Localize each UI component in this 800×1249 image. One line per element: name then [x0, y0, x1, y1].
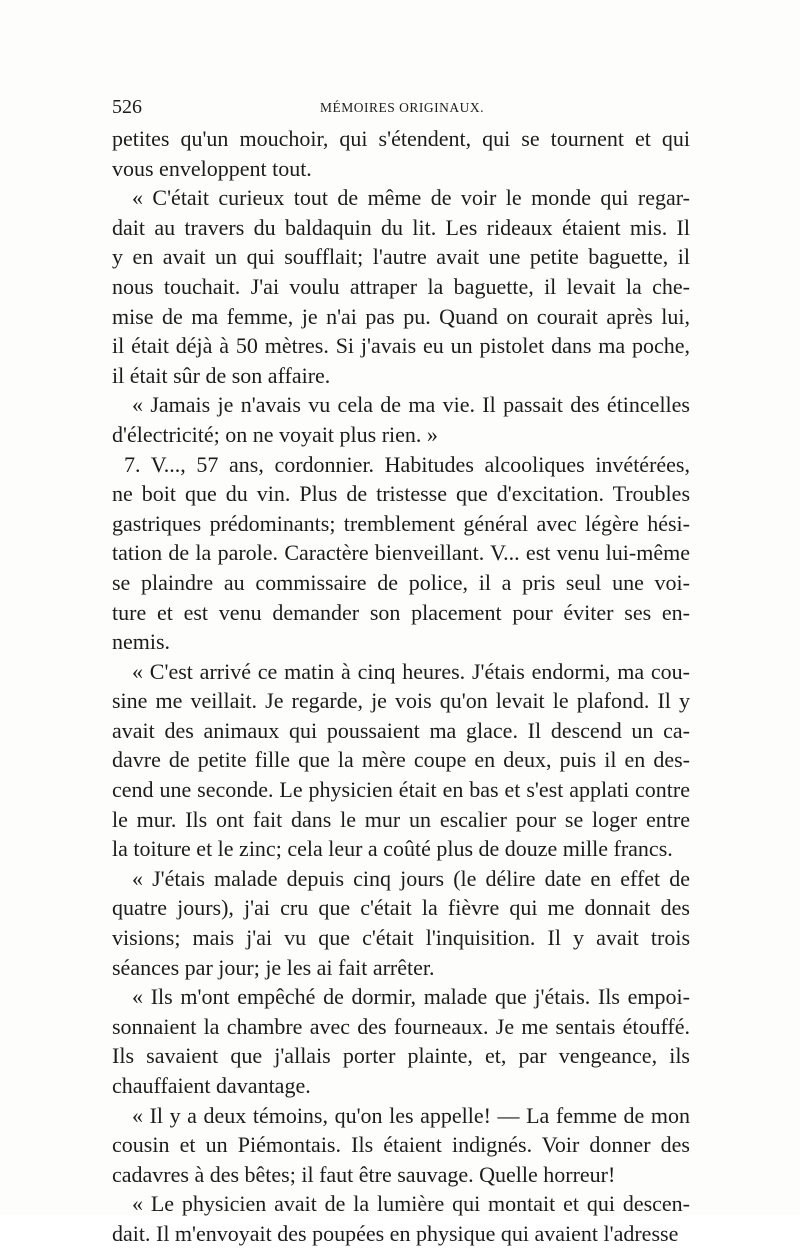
paragraph: [112, 982, 690, 1100]
text-line: la toiture et le zinc; cela leur a coûté plus de douze mille francs.: [112, 836, 673, 862]
text-line: « Le physicien avait de la lumière qui montait et qui descen-: [132, 1191, 690, 1217]
text-line: « C'était curieux tout de même de voir le monde qui regar-: [132, 185, 690, 211]
text-line: séances par jour; je les ai fait arrêter.: [112, 954, 435, 980]
text-line: Ils savaient que j'allais porter plainte, et, par vengeance, ils: [112, 1043, 690, 1069]
text-line: nous touchait. J'ai voulu attraper la baguette, il levait la che-: [112, 273, 690, 299]
text-line: d'électricité; on ne voyait plus rien. »: [112, 421, 438, 447]
paragraph: [112, 864, 690, 982]
text-line: « Jamais je n'avais vu cela de ma vie. Il passait des étincelles: [132, 392, 690, 418]
text-line: mise de ma femme, je n'ai pas pu. Quand on courait après lui,: [112, 303, 690, 329]
text-line: cadavres à des bêtes; il faut être sauvage. Quelle horreur!: [112, 1161, 616, 1187]
text-line: dait. Il m'envoyait des poupées en physique qui avaient l'adresse: [112, 1220, 679, 1246]
paragraph: [112, 657, 690, 864]
text-line: se plaindre au commissaire de police, il a pris seul une voi-: [112, 569, 690, 595]
text-line: vous enveloppent tout.: [112, 155, 312, 181]
paragraph: [112, 183, 690, 390]
text-line: le mur. Ils ont fait dans le mur un escalier pour se loger entre: [112, 806, 690, 832]
text-line: sine me veillait. Je regarde, je vois qu'on levait le plafond. Il y: [112, 688, 690, 714]
text-line: « J'étais malade depuis cinq jours (le délire date en effet de: [132, 865, 690, 891]
text-line: ne boit que du vin. Plus de tristesse que d'excitation. Troubles: [112, 481, 690, 507]
text-line: cousin et un Piémontais. Ils étaient indignés. Voir donner des: [112, 1132, 690, 1158]
text-line: gastriques prédominants; tremblement général avec légère hési-: [112, 510, 690, 536]
paragraph: [112, 124, 690, 183]
text-line: visions; mais j'ai vu que c'était l'inquisition. Il y avait trois: [112, 925, 690, 951]
text-line: « Il y a deux témoins, qu'on les appelle! — La femme de mon: [132, 1102, 690, 1128]
text-line: avait des animaux qui poussaient ma glace. Il descend un ca-: [112, 717, 690, 743]
text-line: « C'est arrivé ce matin à cinq heures. J'étais endormi, ma cou-: [132, 658, 690, 684]
text-line: quatre jours), j'ai cru que c'était la fièvre qui me donnait des: [112, 895, 690, 921]
text-line: il était déjà à 50 mètres. Si j'avais eu un pistolet dans ma poche,: [112, 333, 690, 359]
paragraph: [112, 1101, 690, 1190]
text-line: dait au travers du baldaquin du lit. Les rideaux étaient mis. Il: [112, 214, 690, 240]
paragraph: [112, 1189, 690, 1248]
text-line: tation de la parole. Caractère bienveillant. V... est venu lui-même: [112, 540, 690, 566]
paragraph: [112, 450, 690, 657]
paragraph: [112, 390, 690, 449]
text-line: « Ils m'ont empêché de dormir, malade que j'étais. Ils empoi-: [132, 984, 690, 1010]
text-line: nemis.: [112, 629, 171, 655]
text-line: cend une seconde. Le physicien était en bas et s'est applati contre: [112, 777, 690, 803]
text-line: davre de petite fille que la mère coupe en deux, puis il en des-: [112, 747, 690, 773]
body-text: [112, 124, 690, 1249]
running-title: MÉMOIRES ORIGINAUX.: [320, 100, 484, 115]
text-line: sonnaient la chambre avec des fourneaux. Je me sentais étouffé.: [112, 1013, 690, 1039]
text-line: 7. V..., 57 ans, cordonnier. Habitudes alcooliques invétérées,: [124, 451, 690, 477]
text-line: il était sûr de son affaire.: [112, 362, 331, 388]
text-line: ture et est venu demander son placement pour éviter ses en-: [112, 599, 690, 625]
page-number: 526: [112, 96, 142, 118]
text-line: petites qu'un mouchoir, qui s'étendent, qui se tournent et qui: [112, 126, 690, 151]
text-line: chauffaient davantage.: [112, 1073, 311, 1098]
text-line: y en avait un qui soufflait; l'autre avait une petite baguette, il: [112, 244, 690, 270]
page-header: [112, 96, 692, 120]
